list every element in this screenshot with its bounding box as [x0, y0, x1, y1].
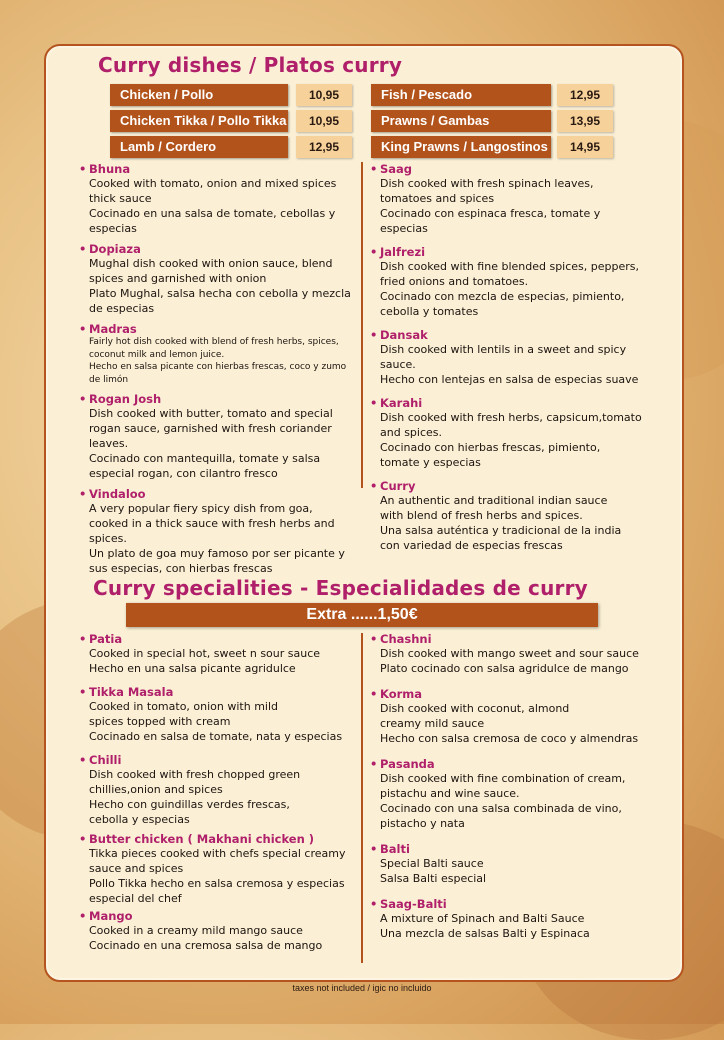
- price-name-prawns: Prawns / Gambas: [371, 110, 551, 132]
- tax-note: taxes not included / igic no incluido: [292, 983, 432, 993]
- menu-item-pasanda: • Pasanda Dish cooked with fine combination of cream, pistachu and wine sauce. Cocinado con una salsa combinada de vino, pistacho y nata: [370, 757, 662, 831]
- section1-left-column: [79, 162, 361, 582]
- price-prawns: 13,95: [557, 110, 613, 132]
- menu-item-dansak: • Dansak Dish cooked with lentils in a sweet and spicy sauce. Hecho con lentejas en salsa de especias suave: [370, 328, 662, 387]
- price-lamb: 12,95: [296, 136, 352, 158]
- column-divider: [361, 162, 363, 488]
- extra-price-banner: Extra ......1,50€: [126, 603, 598, 627]
- menu-item-tikka-masala: • Tikka Masala Cooked in tomato, onion with mild spices topped with cream Cocinado en salsa de tomate, nata y especias: [79, 685, 361, 744]
- section2-title: Curry specialities - Especialidades de curry: [93, 576, 588, 600]
- price-name-king-prawns: King Prawns / Langostinos: [371, 136, 551, 158]
- menu-item-chilli: • Chilli Dish cooked with fresh chopped green chillies,onion and spices Hecho con guindillas verdes frescas, cebolla y especias: [79, 753, 361, 827]
- section1-title: Curry dishes / Platos curry: [98, 53, 403, 77]
- menu-item-mango: • Mango Cooked in a creamy mild mango sauce Cocinado en una cremosa salsa de mango: [79, 909, 361, 953]
- menu-item-bhuna: • Bhuna Cooked with tomato, onion and mixed spices thick sauce Cocinado en una salsa de tomate, cebollas y especias: [79, 162, 361, 236]
- menu-item-jalfrezi: • Jalfrezi Dish cooked with fine blended spices, peppers, fried onions and tomatoes. Cocinado con mezcla de especias, pimiento, cebolla y tomates: [370, 245, 662, 319]
- price-fish: 12,95: [557, 84, 613, 106]
- price-name-chicken: Chicken / Pollo: [110, 84, 288, 106]
- menu-item-dopiaza: • Dopiaza Mughal dish cooked with onion sauce, blend spices and garnished with onion Plato Mughal, salsa hecha con cebolla y mezcla de especias: [79, 242, 361, 316]
- menu-item-karahi: • Karahi Dish cooked with fresh herbs, capsicum,tomato and spices. Cocinado con hierbas frescas, pimiento, tomate y especias: [370, 396, 662, 470]
- price-king-prawns: 14,95: [557, 136, 613, 158]
- section2-right-column: [370, 632, 662, 947]
- menu-item-saag: • Saag Dish cooked with fresh spinach leaves, tomatoes and spices Cocinado con espinaca fresca, tomate y especias: [370, 162, 662, 236]
- price-chicken-tikka: 10,95: [296, 110, 352, 132]
- menu-item-balti: • Balti Special Balti sauce Salsa Balti especial: [370, 842, 662, 886]
- price-name-fish: Fish / Pescado: [371, 84, 551, 106]
- menu-item-butter-chicken: • Butter chicken ( Makhani chicken ) Tikka pieces cooked with chefs special creamy sauce and spices Pollo Tikka hecho en salsa cremosa y especias especial del chef: [79, 832, 361, 906]
- menu-item-rogan-josh: • Rogan Josh Dish cooked with butter, tomato and special rogan sauce, garnished with fresh coriander leaves. Cocinado con mantequilla, tomate y salsa especial rogan, con cilantro fresco: [79, 392, 361, 481]
- section1-right-column: [370, 162, 662, 559]
- menu-item-curry: • Curry An authentic and traditional indian sauce with blend of fresh herbs and spices. Una salsa auténtica y tradicional de la india con variedad de especias frescas: [370, 479, 662, 553]
- price-name-chicken-tikka: Chicken Tikka / Pollo Tikka: [110, 110, 288, 132]
- column-divider-2: [361, 633, 363, 963]
- menu-item-patia: • Patia Cooked in special hot, sweet n sour sauce Hecho en una salsa picante agridulce: [79, 632, 361, 676]
- menu-item-saag-balti: • Saag-Balti A mixture of Spinach and Balti Sauce Una mezcla de salsas Balti y Espinaca: [370, 897, 662, 941]
- menu-item-vindaloo: • Vindaloo A very popular fiery spicy dish from goa, cooked in a thick sauce with fresh herbs and spices. Un plato de goa muy famoso por ser picante y sus especias, con hierbas frescas: [79, 487, 361, 576]
- menu-item-chashni: • Chashni Dish cooked with mango sweet and sour sauce Plato cocinado con salsa agridulce de mango: [370, 632, 662, 676]
- section2-left-column: [79, 632, 361, 959]
- menu-item-korma: • Korma Dish cooked with coconut, almond creamy mild sauce Hecho con salsa cremosa de coco y almendras: [370, 687, 662, 746]
- price-name-lamb: Lamb / Cordero: [110, 136, 288, 158]
- price-chicken: 10,95: [296, 84, 352, 106]
- menu-item-madras: • Madras Fairly hot dish cooked with blend of fresh herbs, spices, coconut milk and lemon juice. Hecho en salsa picante con hierbas frescas, coco y zumo de limón: [79, 322, 361, 386]
